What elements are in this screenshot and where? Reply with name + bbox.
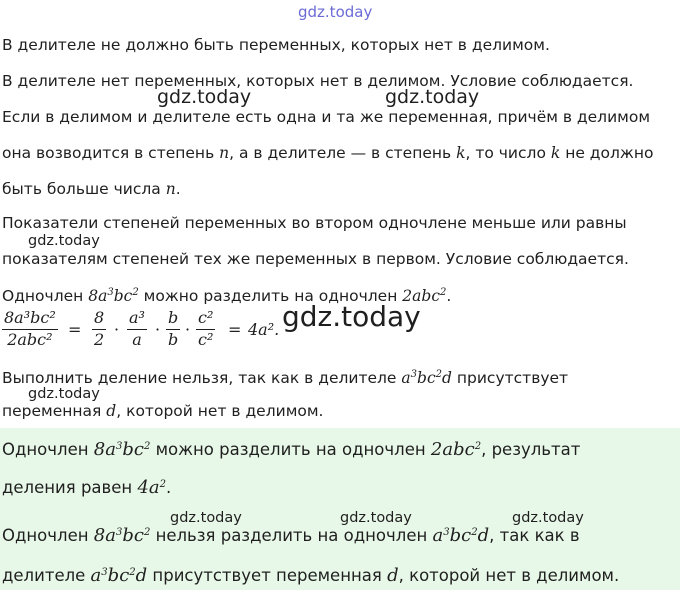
fraction: 8a³bc² 2abc² xyxy=(4,308,56,349)
watermark: gdz.today xyxy=(340,510,412,526)
text-line: показателям степеней тех же переменных в первом. Условие соблюдается. xyxy=(2,250,629,268)
text-line: она возводится в степень n, а в делителе — в степень k, то число k не должно xyxy=(2,144,654,162)
fraction: $\frac{8}{2}$ xyxy=(94,308,105,349)
equation-result: 4a². xyxy=(248,320,280,339)
fraction: $\frac{\text{c²}}{\text{c²}}$ xyxy=(198,308,214,349)
watermark: gdz.today xyxy=(28,386,100,402)
watermark: gdz.today xyxy=(28,233,100,249)
text-line: Если в делимом и делителе есть одна и та же переменная, причём в делимом xyxy=(2,108,651,126)
monomial-dividend: $8a^3bc^2$ xyxy=(88,287,139,305)
watermark: gdz.today xyxy=(512,510,584,526)
text-line: быть больше числа n. xyxy=(2,180,181,198)
watermark: gdz.today xyxy=(170,510,242,526)
monomial-divisor: 2abc$^2$ xyxy=(402,287,447,305)
answer-line: Одночлен $8a^3bc^2$ можно разделить на одночлен 2abc$^2$, результат xyxy=(2,439,581,460)
text-line: переменная d, которой нет в делимом. xyxy=(2,402,324,420)
watermark: gdz.today xyxy=(385,86,480,108)
watermark: gdz.today xyxy=(282,300,421,333)
fraction: $\frac{\text{a³}}{a}$ xyxy=(129,308,145,349)
watermark: gdz.today xyxy=(157,86,252,108)
text-line: Показатели степеней переменных во втором одночлене меньше или равны xyxy=(2,214,627,232)
text-line: В делителе нет переменных, которых нет в делимом. Условие соблюдается. xyxy=(2,72,634,90)
text-line: Одночлен $8a^3bc^2$ можно разделить на одночлен 2abc$^2$. xyxy=(2,287,452,305)
answer-line: делителе $a^3bc^2d$ присутствует переменная d, которой нет в делимом. xyxy=(2,565,620,586)
fraction: $\frac{b}{b}$ xyxy=(168,308,179,349)
text-line: В делителе не должно быть переменных, которых нет в делимом. xyxy=(2,36,550,54)
answer-line: Одночлен $8a^3bc^2$ нельзя разделить на одночлен $a^3bc^2d$, так как в xyxy=(2,525,580,546)
watermark-top: gdz.today xyxy=(298,3,373,21)
answer-line: деления равен $4a^2$. xyxy=(2,477,172,498)
text-line: Выполнить деление нельзя, так как в делителе $a^3bc^2d$ присутствует xyxy=(2,369,569,387)
